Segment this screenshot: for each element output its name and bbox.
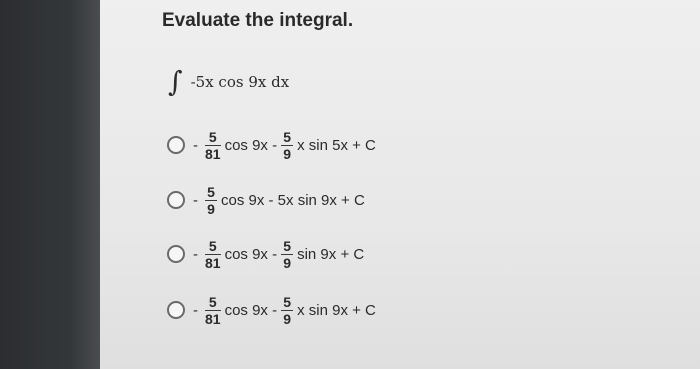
- denominator: 9: [207, 200, 215, 217]
- denominator: 9: [283, 310, 291, 327]
- question-title: Evaluate the integral.: [162, 10, 354, 31]
- fraction: [205, 295, 221, 326]
- radio-button[interactable]: [167, 136, 185, 154]
- integrand: -5x cos 9x dx: [190, 73, 290, 91]
- fraction: [281, 295, 293, 326]
- option-text: cos 9x -: [224, 136, 278, 154]
- option-text: cos 9x - 5x sin 9x + C: [221, 191, 365, 209]
- fraction: [281, 239, 293, 270]
- integral-expression: [168, 62, 289, 102]
- answer-option-4[interactable]: [167, 290, 376, 330]
- minus-sign: -: [193, 191, 198, 209]
- fraction: [205, 185, 217, 216]
- option-text: x sin 9x + C: [297, 301, 376, 319]
- radio-button[interactable]: [167, 245, 185, 263]
- fraction: [205, 130, 221, 161]
- option-text: sin 9x + C: [297, 245, 365, 263]
- denominator: 9: [283, 145, 291, 162]
- option-text: cos 9x -: [224, 301, 278, 319]
- answer-option-2[interactable]: [167, 180, 365, 220]
- numerator: 5: [283, 237, 291, 254]
- integral-sign: ∫: [168, 65, 183, 98]
- denominator: 81: [205, 254, 221, 271]
- numerator: 5: [208, 293, 217, 310]
- denominator: 81: [205, 145, 221, 162]
- numerator: 5: [208, 128, 217, 145]
- radio-button[interactable]: [167, 191, 185, 209]
- denominator: 9: [283, 254, 291, 271]
- option-text: cos 9x -: [224, 245, 278, 263]
- minus-sign: -: [193, 245, 198, 263]
- numerator: 5: [207, 183, 215, 200]
- numerator: 5: [283, 128, 291, 145]
- denominator: 81: [205, 310, 221, 327]
- numerator: 5: [208, 237, 217, 254]
- numerator: 5: [283, 293, 291, 310]
- minus-sign: -: [193, 136, 198, 154]
- answer-option-1[interactable]: [167, 125, 376, 165]
- minus-sign: -: [193, 301, 198, 319]
- fraction: [281, 130, 293, 161]
- background-edge: [0, 0, 100, 369]
- radio-button[interactable]: [167, 301, 185, 319]
- fraction: [205, 239, 221, 270]
- answer-option-3[interactable]: [167, 234, 364, 274]
- option-text: x sin 5x + C: [297, 136, 376, 154]
